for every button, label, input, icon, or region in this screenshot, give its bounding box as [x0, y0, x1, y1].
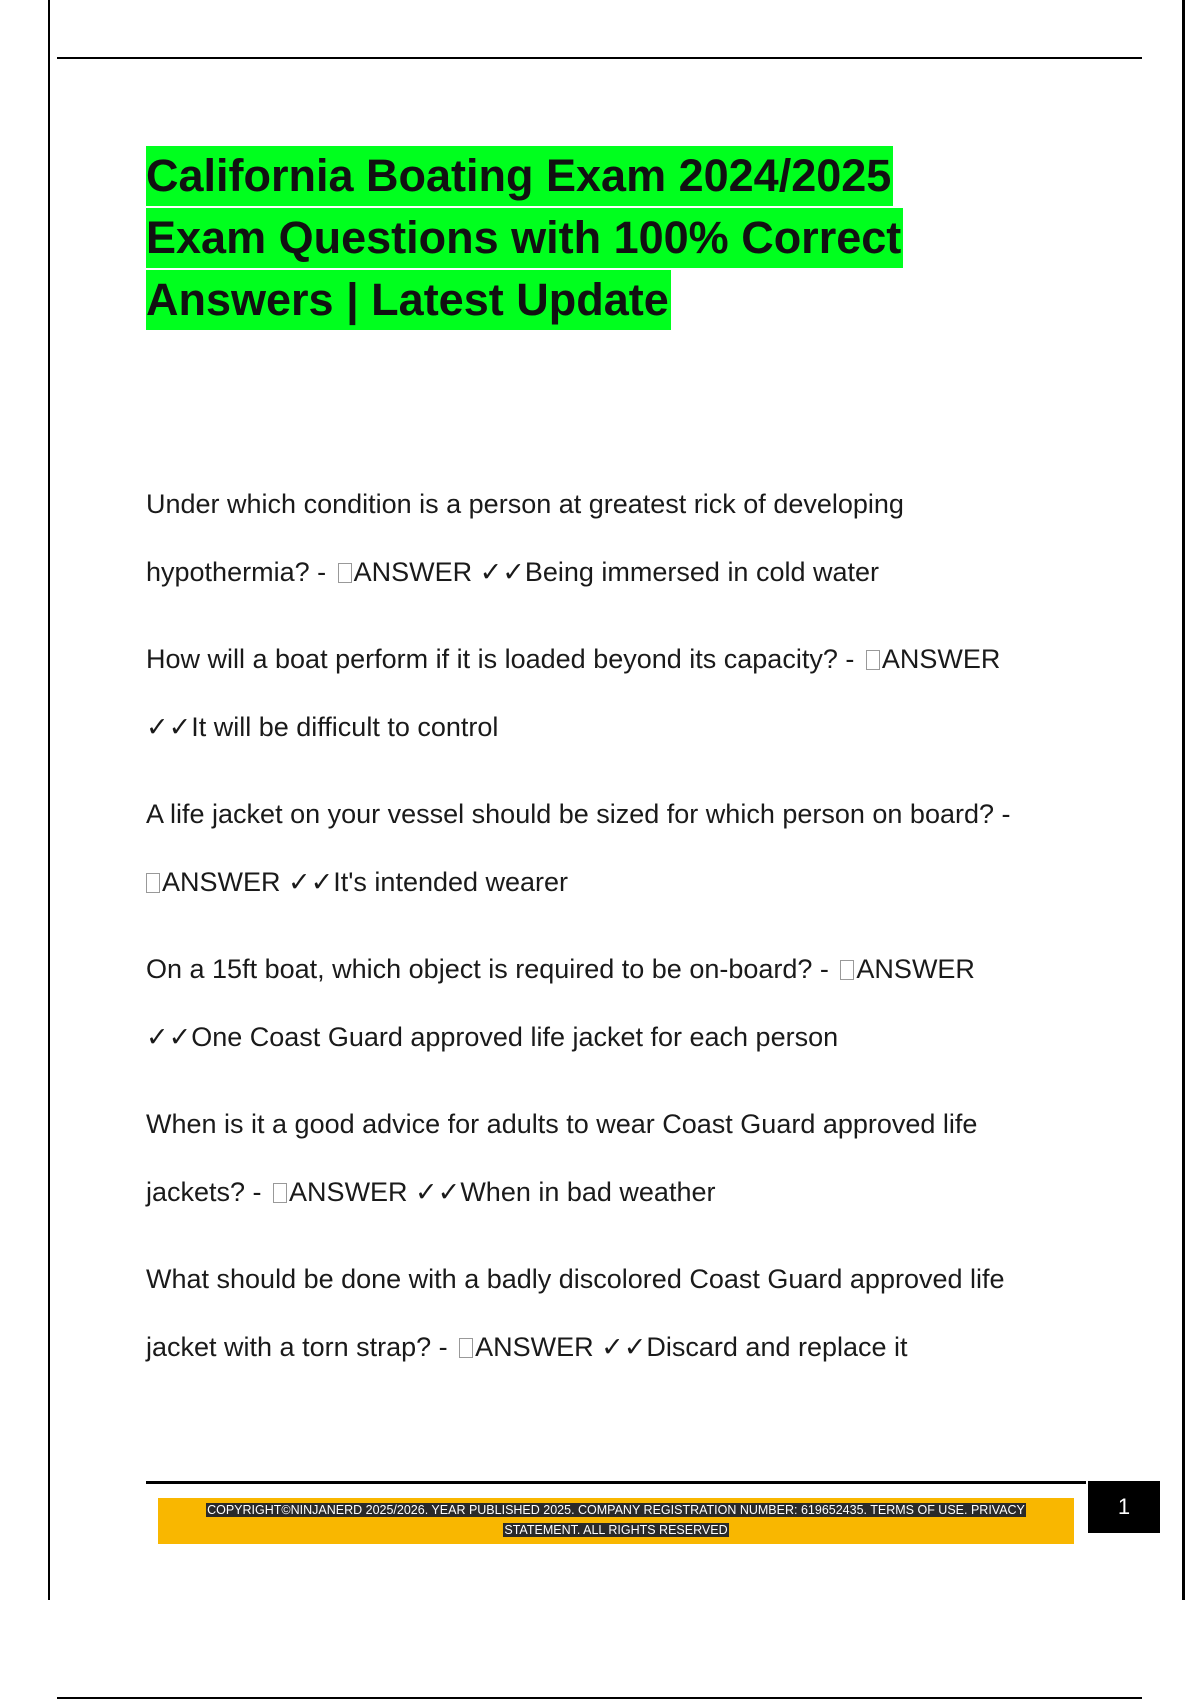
- question-line: [146, 625, 1076, 693]
- answer-label: ANSWER ✓✓: [475, 1332, 647, 1362]
- question-answer-line: [146, 538, 1076, 606]
- question-text: On a 15ft boat, which object is required to be on-board? -: [146, 954, 837, 984]
- checkbox-glyph-icon: [866, 650, 880, 670]
- answer-text: ✓✓It will be difficult to control: [146, 712, 499, 742]
- answer-label: ANSWER ✓✓: [289, 1177, 461, 1207]
- question-text: jackets? -: [146, 1177, 270, 1207]
- title-line-2: Exam Questions with 100% Correct: [146, 208, 903, 268]
- answer-label: ANSWER ✓✓: [353, 557, 525, 587]
- answer-label: ANSWER: [881, 644, 1001, 674]
- answer-text: It's intended wearer: [333, 867, 569, 897]
- title-line-1: California Boating Exam 2024/2025: [146, 146, 893, 206]
- next-page-rule: [57, 1697, 1142, 1699]
- qa-item-4: [146, 935, 1076, 1071]
- checkbox-glyph-icon: [459, 1338, 473, 1358]
- qa-item-2: [146, 625, 1076, 761]
- page-border-left: [48, 0, 50, 1600]
- header-rule: [57, 57, 1142, 59]
- checkbox-glyph-icon: [338, 563, 352, 583]
- checkbox-glyph-icon: [146, 873, 160, 893]
- question-answer-line: [146, 1158, 1076, 1226]
- question-line: [146, 935, 1076, 1003]
- question-text: How will a boat perform if it is loaded beyond its capacity? -: [146, 644, 862, 674]
- answer-label: ANSWER ✓✓: [162, 867, 334, 897]
- answer-text: ✓✓One Coast Guard approved life jacket for each person: [146, 1022, 839, 1052]
- page-number: 1: [1088, 1481, 1160, 1533]
- question-text: When is it a good advice for adults to wear Coast Guard approved life: [146, 1109, 978, 1139]
- document-title: [146, 146, 1046, 332]
- qa-item-3: [146, 780, 1076, 916]
- answer-text: Being immersed in cold water: [524, 557, 880, 587]
- answer-line: [146, 848, 1076, 916]
- question-answer-line: [146, 1313, 1076, 1381]
- title-line-3: Answers | Latest Update: [146, 270, 671, 330]
- question-text: What should be done with a badly discolored Coast Guard approved life: [146, 1264, 1005, 1294]
- question-list: [146, 470, 1076, 1400]
- answer-label: ANSWER: [856, 954, 975, 984]
- page-border-right: [1182, 0, 1185, 1600]
- question-text: A life jacket on your vessel should be sized for which person on board? -: [146, 799, 1011, 829]
- qa-item-1: [146, 470, 1076, 606]
- checkbox-glyph-icon: [840, 960, 854, 980]
- footer-rule: [146, 1481, 1086, 1484]
- copyright-line-2: STATEMENT. ALL RIGHTS RESERVED: [504, 1523, 728, 1537]
- copyright-line-1: COPYRIGHT©NINJANERD 2025/2026. YEAR PUBLISHED 2025. COMPANY REGISTRATION NUMBER: 619652435. TERMS OF USE. PRIVACY: [207, 1503, 1025, 1517]
- answer-text: When in bad weather: [460, 1177, 716, 1207]
- qa-item-6: [146, 1245, 1076, 1381]
- question-text: hypothermia? -: [146, 557, 334, 587]
- question-text: Under which condition is a person at greatest rick of developing: [146, 489, 904, 519]
- question-text: jacket with a torn strap? -: [146, 1332, 456, 1362]
- checkbox-glyph-icon: [273, 1183, 287, 1203]
- qa-item-5: [146, 1090, 1076, 1226]
- copyright-notice: [158, 1500, 1074, 1540]
- answer-text: Discard and replace it: [646, 1332, 908, 1362]
